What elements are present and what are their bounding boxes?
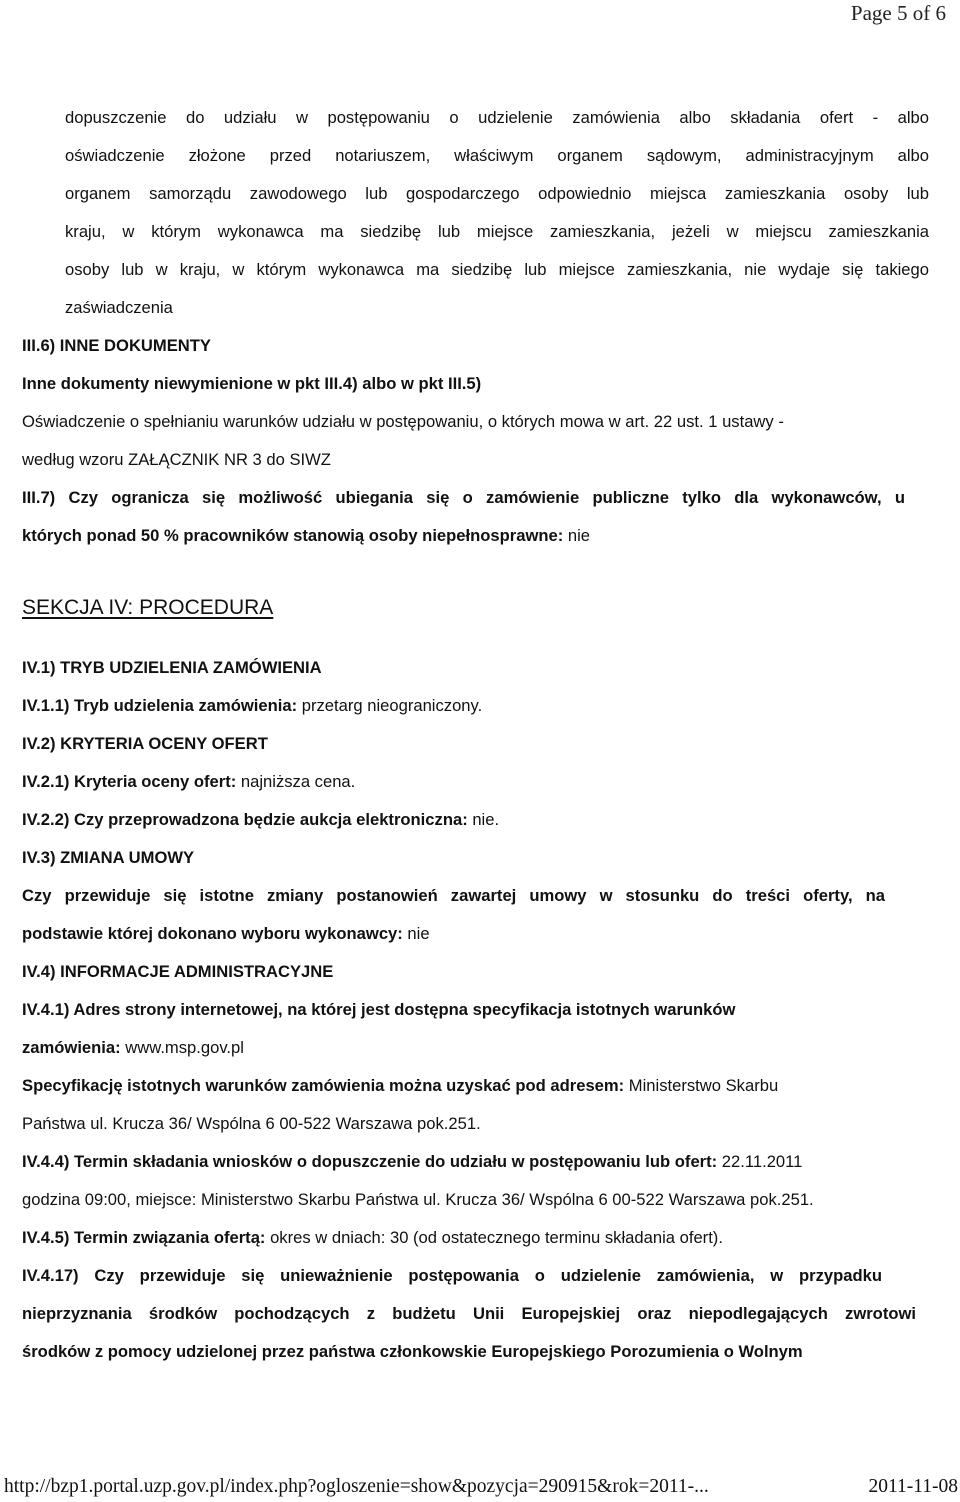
subheading-iii6: Inne dokumenty niewymienione w pkt III.4) albo w pkt III.5) xyxy=(22,374,482,393)
iv3-question-line xyxy=(22,923,430,945)
iv22-value: nie. xyxy=(467,810,500,829)
iv44-label: IV.4.4) Termin składania wniosków o dopuszczenie do udziału w postępowaniu lub ofert: xyxy=(22,1152,718,1171)
iv44-line: godzina 09:00, miejsce: Ministerstwo Skarbu Państwa ul. Krucza 36/ Wspólna 6 00-522 Warszawa pok.251. xyxy=(22,1190,814,1209)
iv45-line xyxy=(22,1227,723,1249)
page-number: Page 5 of 6 xyxy=(850,1,946,25)
iv45-label: IV.4.5) Termin związania ofertą: xyxy=(22,1228,266,1247)
section-heading-iii6: III.6) INNE DOKUMENTY xyxy=(22,336,211,355)
intro-line: zaświadczenia xyxy=(65,298,173,317)
iv21-line xyxy=(22,771,355,793)
spec-line: Państwa ul. Krucza 36/ Wspólna 6 00-522 Warszawa pok.251. xyxy=(22,1114,481,1133)
iv21-label: IV.2.1) Kryteria oceny ofert: xyxy=(22,772,237,791)
iv11-value: przetarg nieograniczony. xyxy=(297,696,483,715)
iv44-value: 22.11.2011 xyxy=(717,1152,803,1171)
iii7-value: nie xyxy=(563,526,591,545)
heading-iv2: IV.2) KRYTERIA OCENY OFERT xyxy=(22,734,268,753)
iv417-line: IV.4.17) Czy przewiduje się unieważnienie postępowania o udzielenie zamówienia, w przypadku xyxy=(22,1266,882,1285)
iii6-text-line: Oświadczenie o spełnianiu warunków udziału w postępowaniu, o których mowa w art. 22 ust. 1 ustawy - xyxy=(22,412,784,431)
spec-label: Specyfikację istotnych warunków zamówienia można uzyskać pod adresem: xyxy=(22,1076,625,1095)
iv22-line xyxy=(22,809,499,831)
iii7-label: których ponad 50 % pracowników stanowią osoby niepełnosprawne: xyxy=(22,526,564,545)
iv11-line xyxy=(22,695,482,717)
iv21-value: najniższa cena. xyxy=(236,772,356,791)
intro-line: kraju, w którym wykonawca ma siedzibę lub miejsce zamieszkania, jeżeli w miejscu zamieszkania xyxy=(65,222,929,241)
intro-line: osoby lub w kraju, w którym wykonawca ma siedzibę lub miejsce zamieszkania, nie wydaje się takiego xyxy=(65,260,929,279)
iv417-line: nieprzyznania środków pochodzących z budżetu Unii Europejskiej oraz niepodlegających zwrotowi xyxy=(22,1304,916,1323)
iv41-url: www.msp.gov.pl xyxy=(120,1038,244,1057)
intro-line: dopuszczenie do udziału w postępowaniu o udzielenie zamówienia albo składania ofert - albo xyxy=(65,108,929,127)
iv3-question-line: Czy przewiduje się istotne zmiany postanowień zawartej umowy w stosunku do treści oferty, na xyxy=(22,886,885,905)
iv3-label: podstawie której dokonano wyboru wykonawcy: xyxy=(22,924,403,943)
iv41-line xyxy=(22,1037,244,1059)
spec-line xyxy=(22,1075,778,1097)
footer-date: 2011-11-08 xyxy=(868,1476,958,1497)
iii7-question-line xyxy=(22,525,590,547)
heading-iv1: IV.1) TRYB UDZIELENIA ZAMÓWIENIA xyxy=(22,658,322,677)
iv417-line: środków z pomocy udzielonej przez państwa członkowskie Europejskiego Porozumienia o Wolnym xyxy=(22,1342,803,1361)
heading-iv3: IV.3) ZMIANA UMOWY xyxy=(22,848,195,867)
heading-iv4: IV.4) INFORMACJE ADMINISTRACYJNE xyxy=(22,962,334,981)
intro-line: oświadczenie złożone przed notariuszem, właściwym organem sądowym, administracyjnym albo xyxy=(65,146,929,165)
intro-line: organem samorządu zawodowego lub gospodarczego odpowiednio miejsca zamieszkania osoby lub xyxy=(65,184,929,203)
footer-url: http://bzp1.portal.uzp.gov.pl/index.php?ogloszenie=show&pozycja=290915&rok=2011-... xyxy=(4,1476,709,1497)
spec-value: Ministerstwo Skarbu xyxy=(624,1076,779,1095)
iv41-line: IV.4.1) Adres strony internetowej, na której jest dostępna specyfikacja istotnych warunków xyxy=(22,1000,736,1019)
iv41-label: zamówienia: xyxy=(22,1038,121,1057)
iii6-text-line: według wzoru ZAŁĄCZNIK NR 3 do SIWZ xyxy=(22,450,331,469)
iv11-label: IV.1.1) Tryb udzielenia zamówienia: xyxy=(22,696,298,715)
iv3-value: nie xyxy=(402,924,430,943)
iv45-value: okres w dniach: 30 (od ostatecznego terminu składania ofert). xyxy=(265,1228,723,1247)
iii7-question-line: III.7) Czy ogranicza się możliwość ubiegania się o zamówienie publiczne tylko dla wykonawców, u xyxy=(22,488,905,507)
iv22-label: IV.2.2) Czy przeprowadzona będzie aukcja elektroniczna: xyxy=(22,810,468,829)
iv44-line xyxy=(22,1151,802,1173)
section-title: SEKCJA IV: PROCEDURA xyxy=(22,596,274,619)
